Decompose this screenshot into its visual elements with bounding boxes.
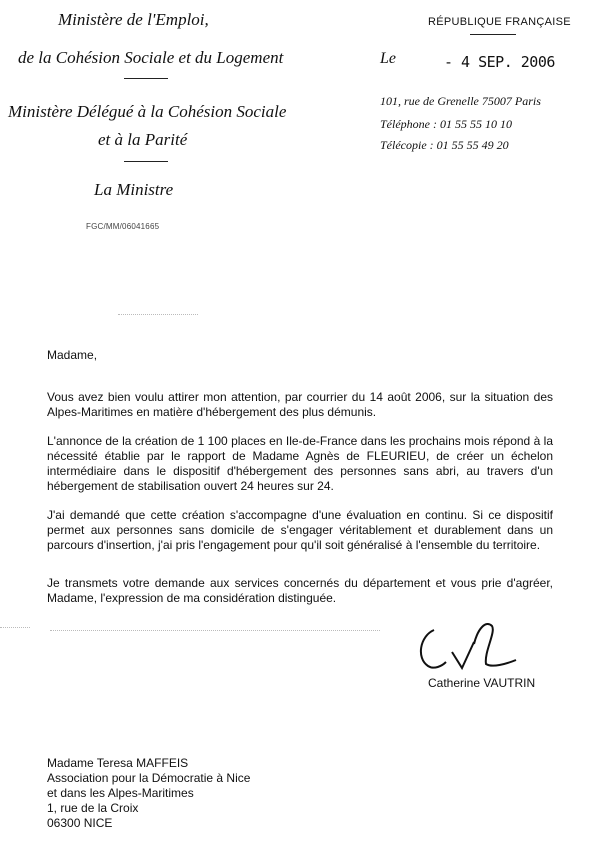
date-stamp: - 4 SEP. 2006 (444, 53, 555, 71)
salutation: Madame, (47, 348, 98, 362)
recipient-organization-2: et dans les Alpes-Maritimes (47, 786, 194, 800)
ministry-address: 101, rue de Grenelle 75007 Paris (380, 94, 541, 108)
scan-artifact (118, 314, 198, 316)
ministry-line-1: Ministère de l'Emploi, (58, 10, 209, 29)
delegate-ministry-line-2: et à la Parité (98, 130, 188, 149)
letter-paragraph-2 (47, 434, 553, 494)
recipient-city: 06300 NICE (47, 816, 113, 830)
date-prefix: Le (380, 50, 396, 67)
paragraph-text: L'annonce de la création de 1 100 places en Ile-de-France dans les prochains mois répond à la nécessité établie par le rapport de Madame Agnès de FLEURIEU, de créer un échelon intermédiaire dans le dispositif d'hébergement des personnes sans abri, au travers d'un hébergement de stabilisation ouvert 24 heures sur 24. (47, 434, 553, 493)
republic-title: RÉPUBLIQUE FRANÇAISE (428, 16, 571, 28)
letter-paragraph-3 (47, 508, 553, 553)
scan-artifact (50, 630, 380, 632)
paragraph-text: J'ai demandé que cette création s'accompagne d'une évaluation en continu. Si ce dispositif permet aux personnes sans domicile de s'engager véritablement et durablement dans un parcours d'insertion, j'ai pris l'engagement pour qu'il soit généralisé à l'ensemble du territoire. (47, 508, 553, 552)
letter-paragraph-4 (47, 576, 553, 606)
ministry-telephone: Téléphone : 01 55 55 10 10 (380, 117, 512, 131)
republic-divider (470, 34, 516, 35)
header-divider-1 (124, 78, 168, 79)
recipient-address (47, 756, 250, 831)
ministry-line-2: de la Cohésion Sociale et du Logement (18, 48, 284, 67)
delegate-ministry-line-1: Ministère Délégué à la Cohésion Sociale (8, 102, 287, 121)
minister-title: La Ministre (94, 180, 174, 199)
header-divider-2 (124, 161, 168, 162)
recipient-name: Madame Teresa MAFFEIS (47, 756, 189, 770)
letter-paragraph-1 (47, 390, 553, 420)
scan-artifact (0, 627, 30, 629)
paragraph-text: Je transmets votre demande aux services concernés du département et vous prie d'agréer, Madame, l'expression de ma considération distinguée. (47, 576, 553, 605)
ministry-fax: Télécopie : 01 55 55 49 20 (380, 138, 509, 152)
signatory-name: Catherine VAUTRIN (428, 676, 536, 690)
recipient-street: 1, rue de la Croix (47, 801, 139, 815)
reference-number: FGC/MM/06041665 (86, 222, 160, 231)
paragraph-text: Vous avez bien voulu attirer mon attention, par courrier du 14 août 2006, sur la situation des Alpes-Maritimes en matière d'hébergement des plus démunis. (47, 390, 553, 419)
recipient-organization: Association pour la Démocratie à Nice (47, 771, 251, 785)
handwritten-signature (412, 614, 526, 674)
